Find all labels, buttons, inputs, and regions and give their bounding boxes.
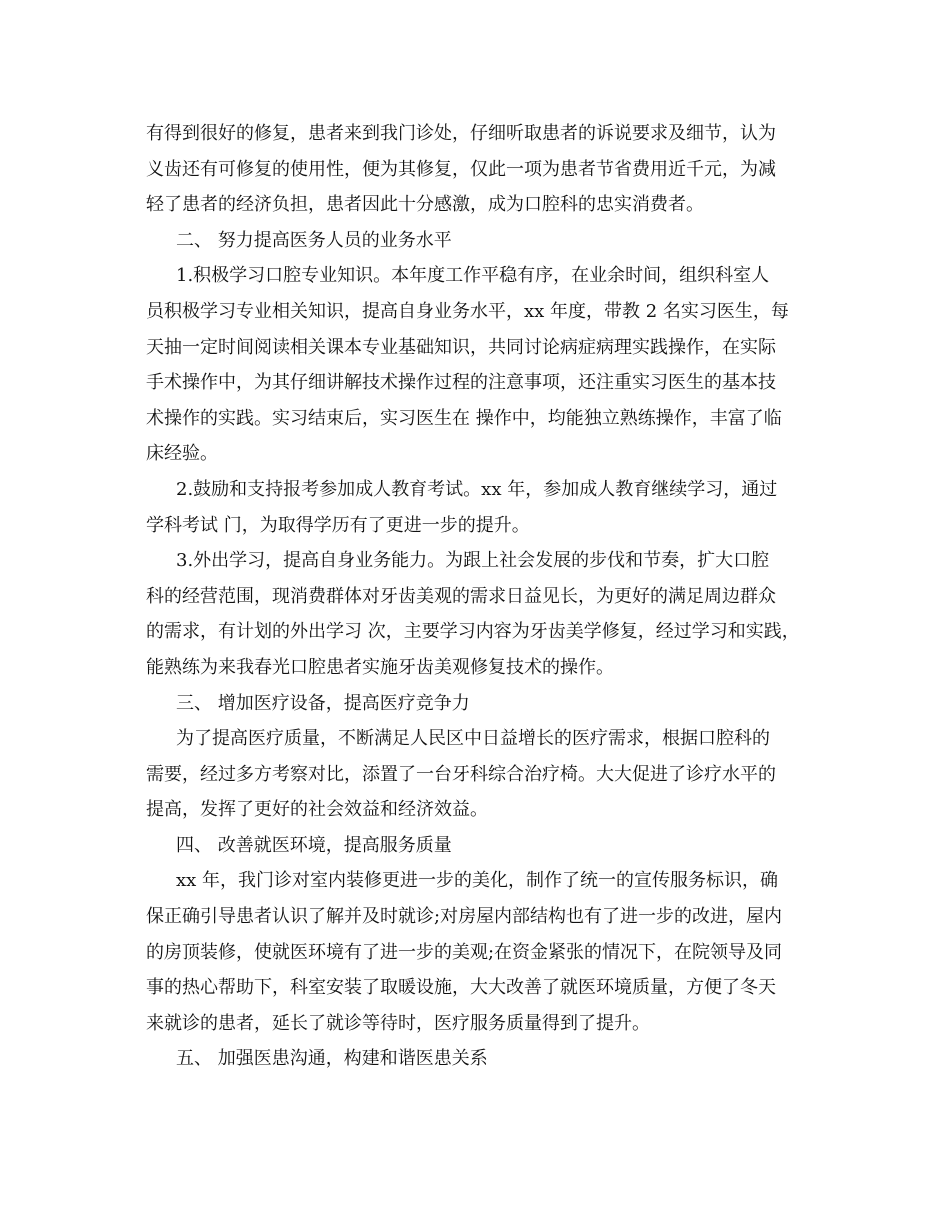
- text-line: 提高，发挥了更好的社会效益和经济效益。: [146, 799, 488, 821]
- text-line: 的需求，有计划的外出学习 次，主要学习内容为牙齿美学修复，经过学习和实践，: [146, 621, 800, 643]
- text-line: 科的经营范围，现消费群体对牙齿美观的需求日益见长，为更好的满足周边群众: [146, 585, 776, 607]
- section-heading-4: 四、 改善就医环境，提高服务质量: [176, 834, 452, 856]
- text-line: 事的热心帮助下，科室安装了取暖设施，大大改善了就医环境质量，方便了冬天: [146, 977, 776, 999]
- text-line: 学科考试 门，为取得学历有了更进一步的提升。: [146, 514, 530, 536]
- section-heading-3: 三、 增加医疗设备，提高医疗竞争力: [176, 692, 470, 714]
- text-line: 轻了患者的经济负担，患者因此十分感激，成为口腔科的忠实消费者。: [146, 194, 704, 216]
- text-line: 有得到很好的修复，患者来到我门诊处，仔细听取患者的诉说要求及细节，认为: [146, 123, 776, 144]
- section-heading-5: 五、 加强医患沟通，构建和谐医患关系: [176, 1048, 488, 1070]
- text-line: 能熟练为来我春光口腔患者实施牙齿美观修复技术的操作。: [146, 656, 614, 678]
- paragraph-start: 为了提高医疗质量，不断满足人民区中日益增长的医疗需求，根据口腔科的: [176, 728, 770, 750]
- paragraph-start: 1.积极学习口腔专业知识。本年度工作平稳有序，在业余时间，组织科室人: [176, 265, 770, 287]
- text-line: 手术操作中，为其仔细讲解技术操作过程的注意事项，还注重实习医生的基本技: [146, 372, 776, 394]
- text-line: 需要，经过多方考察对比，添置了一台牙科综合治疗椅。大大促进了诊疗水平的: [146, 763, 776, 785]
- text-line: 天抽一定时间阅读相关课本专业基础知识，共同讨论病症病理实践操作，在实际: [146, 336, 776, 358]
- text-line: 来就诊的患者，延长了就诊等待时，医疗服务质量得到了提升。: [146, 1012, 650, 1034]
- text-line: 保正确引导患者认识了解并及时就诊;对房屋内部结构也有了进一步的改进，屋内: [146, 906, 783, 928]
- paragraph-start: xx 年，我门诊对室内装修更进一步的美化，制作了统一的宣传服务标识，确: [176, 870, 779, 892]
- text-line: 术操作的实践。实习结束后，实习医生在 操作中，均能独立熟练操作，丰富了临: [146, 407, 782, 429]
- text-line: 的房顶装修，使就医环境有了进一步的美观;在资金紧张的情况下，在院领导及同: [146, 941, 783, 963]
- paragraph-start: 2.鼓励和支持报考参加成人教育考试。xx 年，参加成人教育继续学习，通过: [176, 478, 778, 500]
- section-heading-2: 二、 努力提高医务人员的业务水平: [176, 229, 452, 251]
- document-body: [146, 116, 826, 1077]
- paragraph-start: 3.外出学习，提高自身业务能力。为跟上社会发展的步伐和节奏，扩大口腔: [176, 550, 770, 572]
- text-line: 床经验。: [146, 443, 218, 465]
- text-line: 义齿还有可修复的使用性，便为其修复，仅此一项为患者节省费用近千元，为减: [146, 158, 776, 180]
- text-line: 员积极学习专业相关知识，提高自身业务水平，xx 年度，带教 2 名实习医生，每: [146, 300, 789, 322]
